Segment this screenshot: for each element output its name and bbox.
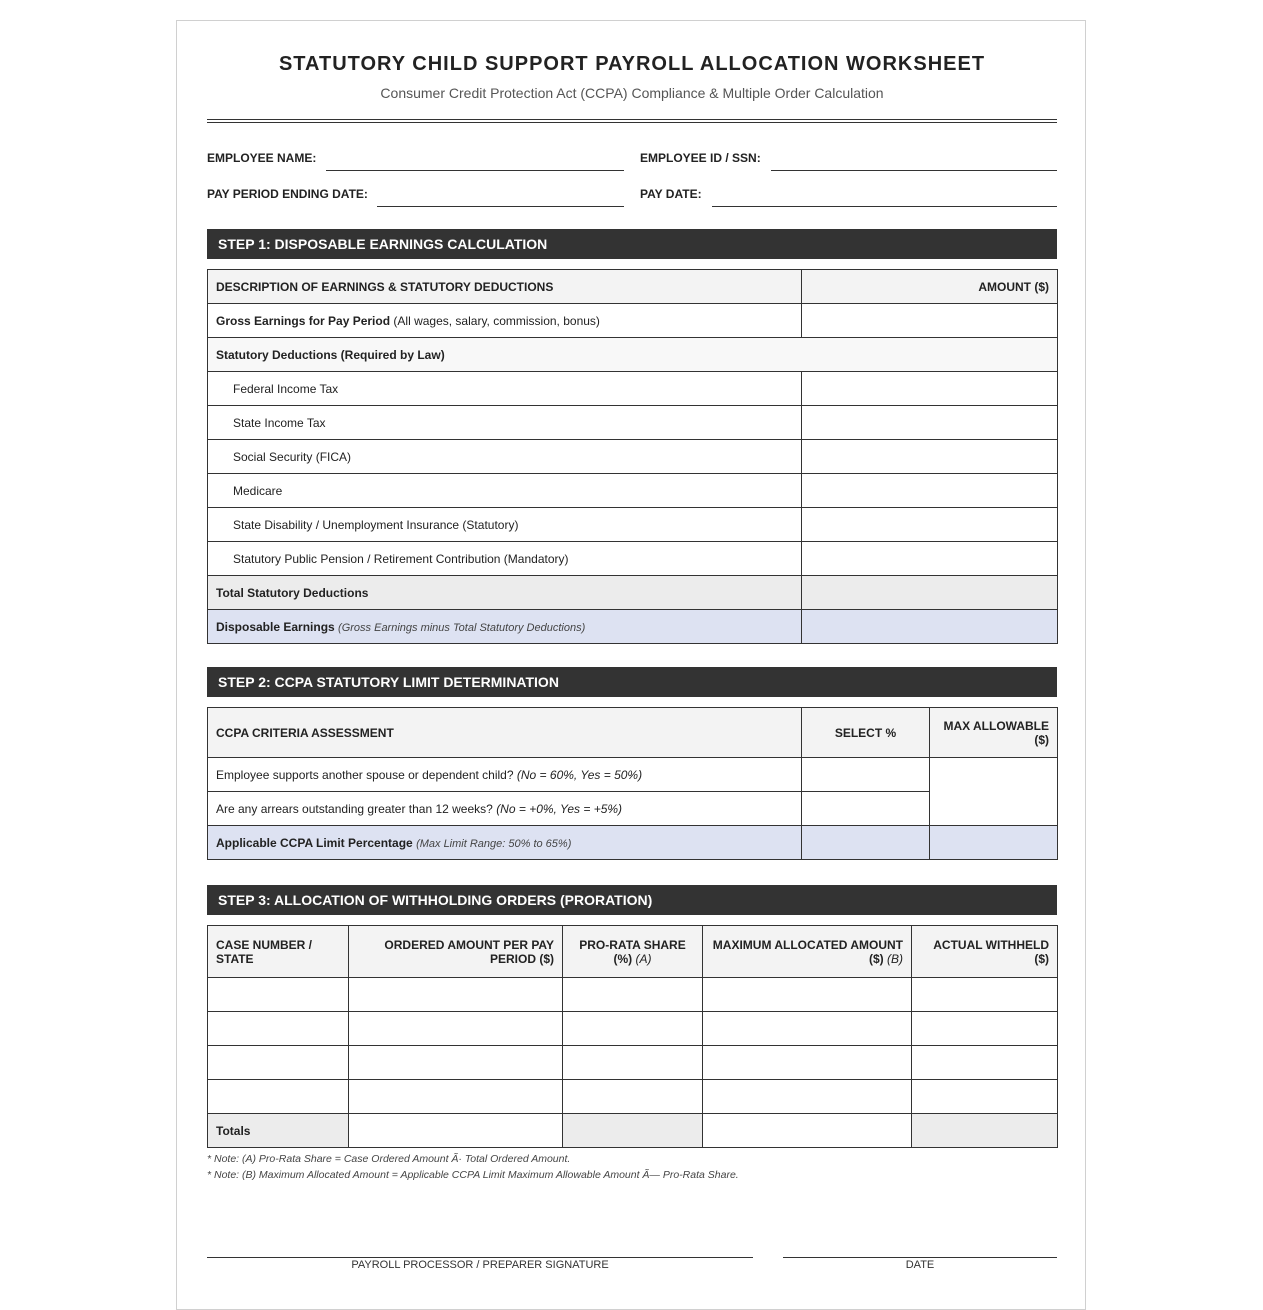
employee-name-field[interactable] bbox=[207, 149, 624, 171]
deduction-amount[interactable] bbox=[802, 406, 1058, 440]
prorata-cell[interactable] bbox=[563, 1080, 703, 1114]
step3-header-row bbox=[208, 926, 1058, 978]
applicable-limit-amount[interactable] bbox=[930, 826, 1058, 860]
pay-date-line[interactable] bbox=[712, 188, 1057, 207]
actual-cell[interactable] bbox=[912, 978, 1058, 1012]
totals-row bbox=[208, 1114, 1058, 1148]
footnotes bbox=[207, 1151, 1057, 1183]
table-row bbox=[208, 542, 1058, 576]
case-cell[interactable] bbox=[208, 1046, 349, 1080]
col-actual-withheld: ACTUAL WITHHELD ($) bbox=[912, 926, 1058, 978]
preparer-signature-label: PAYROLL PROCESSOR / PREPARER SIGNATURE bbox=[351, 1259, 609, 1271]
deduction-amount[interactable] bbox=[802, 542, 1058, 576]
case-cell[interactable] bbox=[208, 1012, 349, 1046]
total-deductions-label: Total Statutory Deductions bbox=[208, 576, 802, 610]
total-deductions-row bbox=[208, 576, 1058, 610]
deduction-label: Social Security (FICA) bbox=[208, 440, 802, 474]
criteria-dependents-label: Employee supports another spouse or dependent child? (No = 60%, Yes = 50%) bbox=[208, 758, 802, 792]
totals-prorata-cell bbox=[563, 1114, 703, 1148]
deduction-label: State Income Tax bbox=[208, 406, 802, 440]
note-b: * Note: (B) Maximum Allocated Amount = Applicable CCPA Limit Maximum Allowable Amount Ã— Pro-Rata Share. bbox=[207, 1169, 739, 1181]
maxalloc-cell[interactable] bbox=[703, 978, 912, 1012]
table-row bbox=[208, 440, 1058, 474]
col-prorata-share: PRO-RATA SHARE (%) (A) bbox=[563, 926, 703, 978]
employee-id-line[interactable] bbox=[771, 152, 1057, 171]
step1-header-row bbox=[208, 270, 1058, 304]
col-description: DESCRIPTION OF EARNINGS & STATUTORY DEDUCTIONS bbox=[208, 270, 802, 304]
ordered-cell[interactable] bbox=[349, 1012, 563, 1046]
deduction-label: Statutory Public Pension / Retirement Contribution (Mandatory) bbox=[208, 542, 802, 576]
worksheet-page bbox=[176, 20, 1086, 1310]
step1-header: STEP 1: DISPOSABLE EARNINGS CALCULATION bbox=[207, 229, 1057, 259]
step3-table bbox=[207, 925, 1058, 1148]
statutory-deductions-header: Statutory Deductions (Required by Law) bbox=[208, 338, 1058, 372]
prorata-cell[interactable] bbox=[563, 978, 703, 1012]
deduction-label: Medicare bbox=[208, 474, 802, 508]
col-ordered-amount: ORDERED AMOUNT PER PAY PERIOD ($) bbox=[349, 926, 563, 978]
pay-period-end-label: PAY PERIOD ENDING DATE: bbox=[207, 187, 368, 201]
pay-date-label: PAY DATE: bbox=[640, 187, 702, 201]
maxalloc-cell[interactable] bbox=[703, 1012, 912, 1046]
maxalloc-cell[interactable] bbox=[703, 1080, 912, 1114]
criteria-row-dependents bbox=[208, 758, 1058, 792]
step2-header-row bbox=[208, 708, 1058, 758]
select-percent-cell[interactable] bbox=[802, 758, 930, 792]
totals-ordered-cell[interactable] bbox=[349, 1114, 563, 1148]
maxalloc-cell[interactable] bbox=[703, 1046, 912, 1080]
prorata-cell[interactable] bbox=[563, 1046, 703, 1080]
totals-label: Totals bbox=[208, 1114, 349, 1148]
case-cell[interactable] bbox=[208, 978, 349, 1012]
col-amount: AMOUNT ($) bbox=[802, 270, 1058, 304]
table-row bbox=[208, 406, 1058, 440]
table-row bbox=[208, 474, 1058, 508]
pay-date-field[interactable] bbox=[640, 185, 1057, 207]
header-divider bbox=[207, 119, 1057, 123]
table-row bbox=[208, 372, 1058, 406]
employee-name-line[interactable] bbox=[326, 152, 624, 171]
employee-id-label: EMPLOYEE ID / SSN: bbox=[640, 151, 761, 165]
table-row bbox=[208, 508, 1058, 542]
col-case-number: CASE NUMBER / STATE bbox=[208, 926, 349, 978]
gross-earnings-row bbox=[208, 304, 1058, 338]
table-row bbox=[208, 978, 1058, 1012]
applicable-limit-percent[interactable] bbox=[802, 826, 930, 860]
preparer-signature-line[interactable] bbox=[207, 1257, 753, 1258]
applicable-limit-label: Applicable CCPA Limit Percentage (Max Limit Range: 50% to 65%) bbox=[208, 826, 802, 860]
employee-name-label: EMPLOYEE NAME: bbox=[207, 151, 317, 165]
select-percent-cell[interactable] bbox=[802, 792, 930, 826]
disposable-earnings-row bbox=[208, 610, 1058, 644]
pay-period-end-line[interactable] bbox=[377, 188, 624, 207]
criteria-arrears-label: Are any arrears outstanding greater than 12 weeks? (No = +0%, Yes = +5%) bbox=[208, 792, 802, 826]
ordered-cell[interactable] bbox=[349, 978, 563, 1012]
col-select-percent: SELECT % bbox=[802, 708, 930, 758]
ordered-cell[interactable] bbox=[349, 1080, 563, 1114]
gross-earnings-label: Gross Earnings for Pay Period (All wages, salary, commission, bonus) bbox=[208, 304, 802, 338]
total-deductions-amount[interactable] bbox=[802, 576, 1058, 610]
table-row bbox=[208, 1012, 1058, 1046]
applicable-limit-row bbox=[208, 826, 1058, 860]
table-row bbox=[208, 1080, 1058, 1114]
step2-header: STEP 2: CCPA STATUTORY LIMIT DETERMINATION bbox=[207, 667, 1057, 697]
col-max-allowable: MAX ALLOWABLE ($) bbox=[930, 708, 1058, 758]
deduction-label: Federal Income Tax bbox=[208, 372, 802, 406]
page-title: STATUTORY CHILD SUPPORT PAYROLL ALLOCATION WORKSHEET bbox=[278, 53, 986, 75]
date-signature-label: DATE bbox=[905, 1259, 935, 1271]
table-row bbox=[208, 1046, 1058, 1080]
note-a: * Note: (A) Pro-Rata Share = Case Ordered Amount Ã· Total Ordered Amount. bbox=[207, 1153, 571, 1165]
step2-table bbox=[207, 707, 1058, 860]
actual-cell[interactable] bbox=[912, 1080, 1058, 1114]
disposable-earnings-amount[interactable] bbox=[802, 610, 1058, 644]
step1-table bbox=[207, 269, 1058, 644]
gross-earnings-amount[interactable] bbox=[802, 304, 1058, 338]
deduction-label: State Disability / Unemployment Insurance (Statutory) bbox=[208, 508, 802, 542]
deduction-amount[interactable] bbox=[802, 508, 1058, 542]
col-criteria: CCPA CRITERIA ASSESSMENT bbox=[208, 708, 802, 758]
step3-header: STEP 3: ALLOCATION OF WITHHOLDING ORDERS (PRORATION) bbox=[207, 885, 1057, 915]
statutory-deductions-header-row bbox=[208, 338, 1058, 372]
page-subtitle: Consumer Credit Protection Act (CCPA) Compliance & Multiple Order Calculation bbox=[380, 85, 884, 101]
deduction-amount[interactable] bbox=[802, 474, 1058, 508]
totals-actual-cell[interactable] bbox=[912, 1114, 1058, 1148]
employee-id-field[interactable] bbox=[640, 149, 1057, 171]
actual-cell[interactable] bbox=[912, 1046, 1058, 1080]
date-signature-line[interactable] bbox=[783, 1257, 1057, 1258]
deduction-amount[interactable] bbox=[802, 440, 1058, 474]
totals-maxalloc-cell[interactable] bbox=[703, 1114, 912, 1148]
disposable-earnings-label: Disposable Earnings (Gross Earnings minus Total Statutory Deductions) bbox=[208, 610, 802, 644]
case-cell[interactable] bbox=[208, 1080, 349, 1114]
pay-period-end-field[interactable] bbox=[207, 185, 624, 207]
prorata-cell[interactable] bbox=[563, 1012, 703, 1046]
ordered-cell[interactable] bbox=[349, 1046, 563, 1080]
actual-cell[interactable] bbox=[912, 1012, 1058, 1046]
deduction-amount[interactable] bbox=[802, 372, 1058, 406]
max-allowable-cell[interactable] bbox=[930, 758, 1058, 826]
col-max-allocated: MAXIMUM ALLOCATED AMOUNT ($) (B) bbox=[703, 926, 912, 978]
